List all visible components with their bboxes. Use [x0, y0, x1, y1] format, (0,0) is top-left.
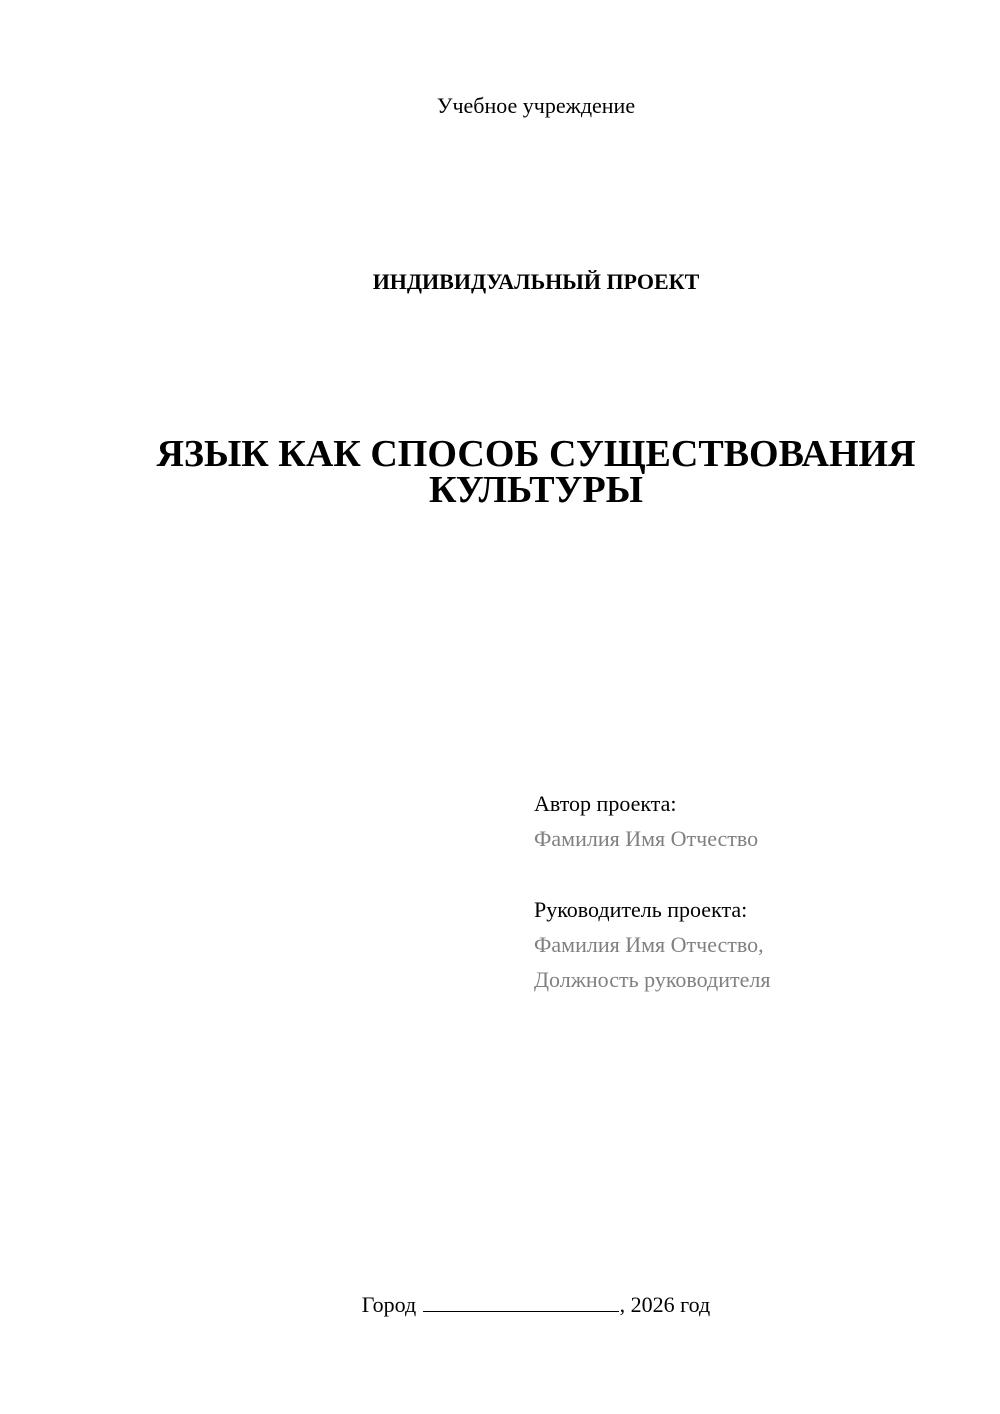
project-title-line-1: ЯЗЫК КАК СПОСОБ СУЩЕСТВОВАНИЯ — [156, 433, 916, 475]
city-blank-underline — [423, 1291, 619, 1312]
author-name: Фамилия Имя Отчество — [534, 826, 759, 851]
year-text: , 2026 год — [619, 1292, 711, 1317]
city-label: Город — [361, 1292, 417, 1317]
supervisor-position: Должность руководителя — [534, 967, 771, 992]
supervisor-block — [534, 892, 974, 997]
supervisor-name: Фамилия Имя Отчество, — [534, 932, 764, 957]
project-title — [0, 433, 1000, 511]
supervisor-label: Руководитель проекта: — [534, 897, 748, 922]
institution-name: Учебное учреждение — [436, 93, 636, 118]
city-year-line — [0, 1290, 1000, 1320]
author-label: Автор проекта: — [534, 791, 677, 816]
author-block — [534, 786, 974, 856]
project-title-line-2: КУЛЬТУРЫ — [428, 469, 643, 511]
project-type-heading: ИНДИВИДУАЛЬНЫЙ ПРОЕКТ — [372, 269, 700, 294]
